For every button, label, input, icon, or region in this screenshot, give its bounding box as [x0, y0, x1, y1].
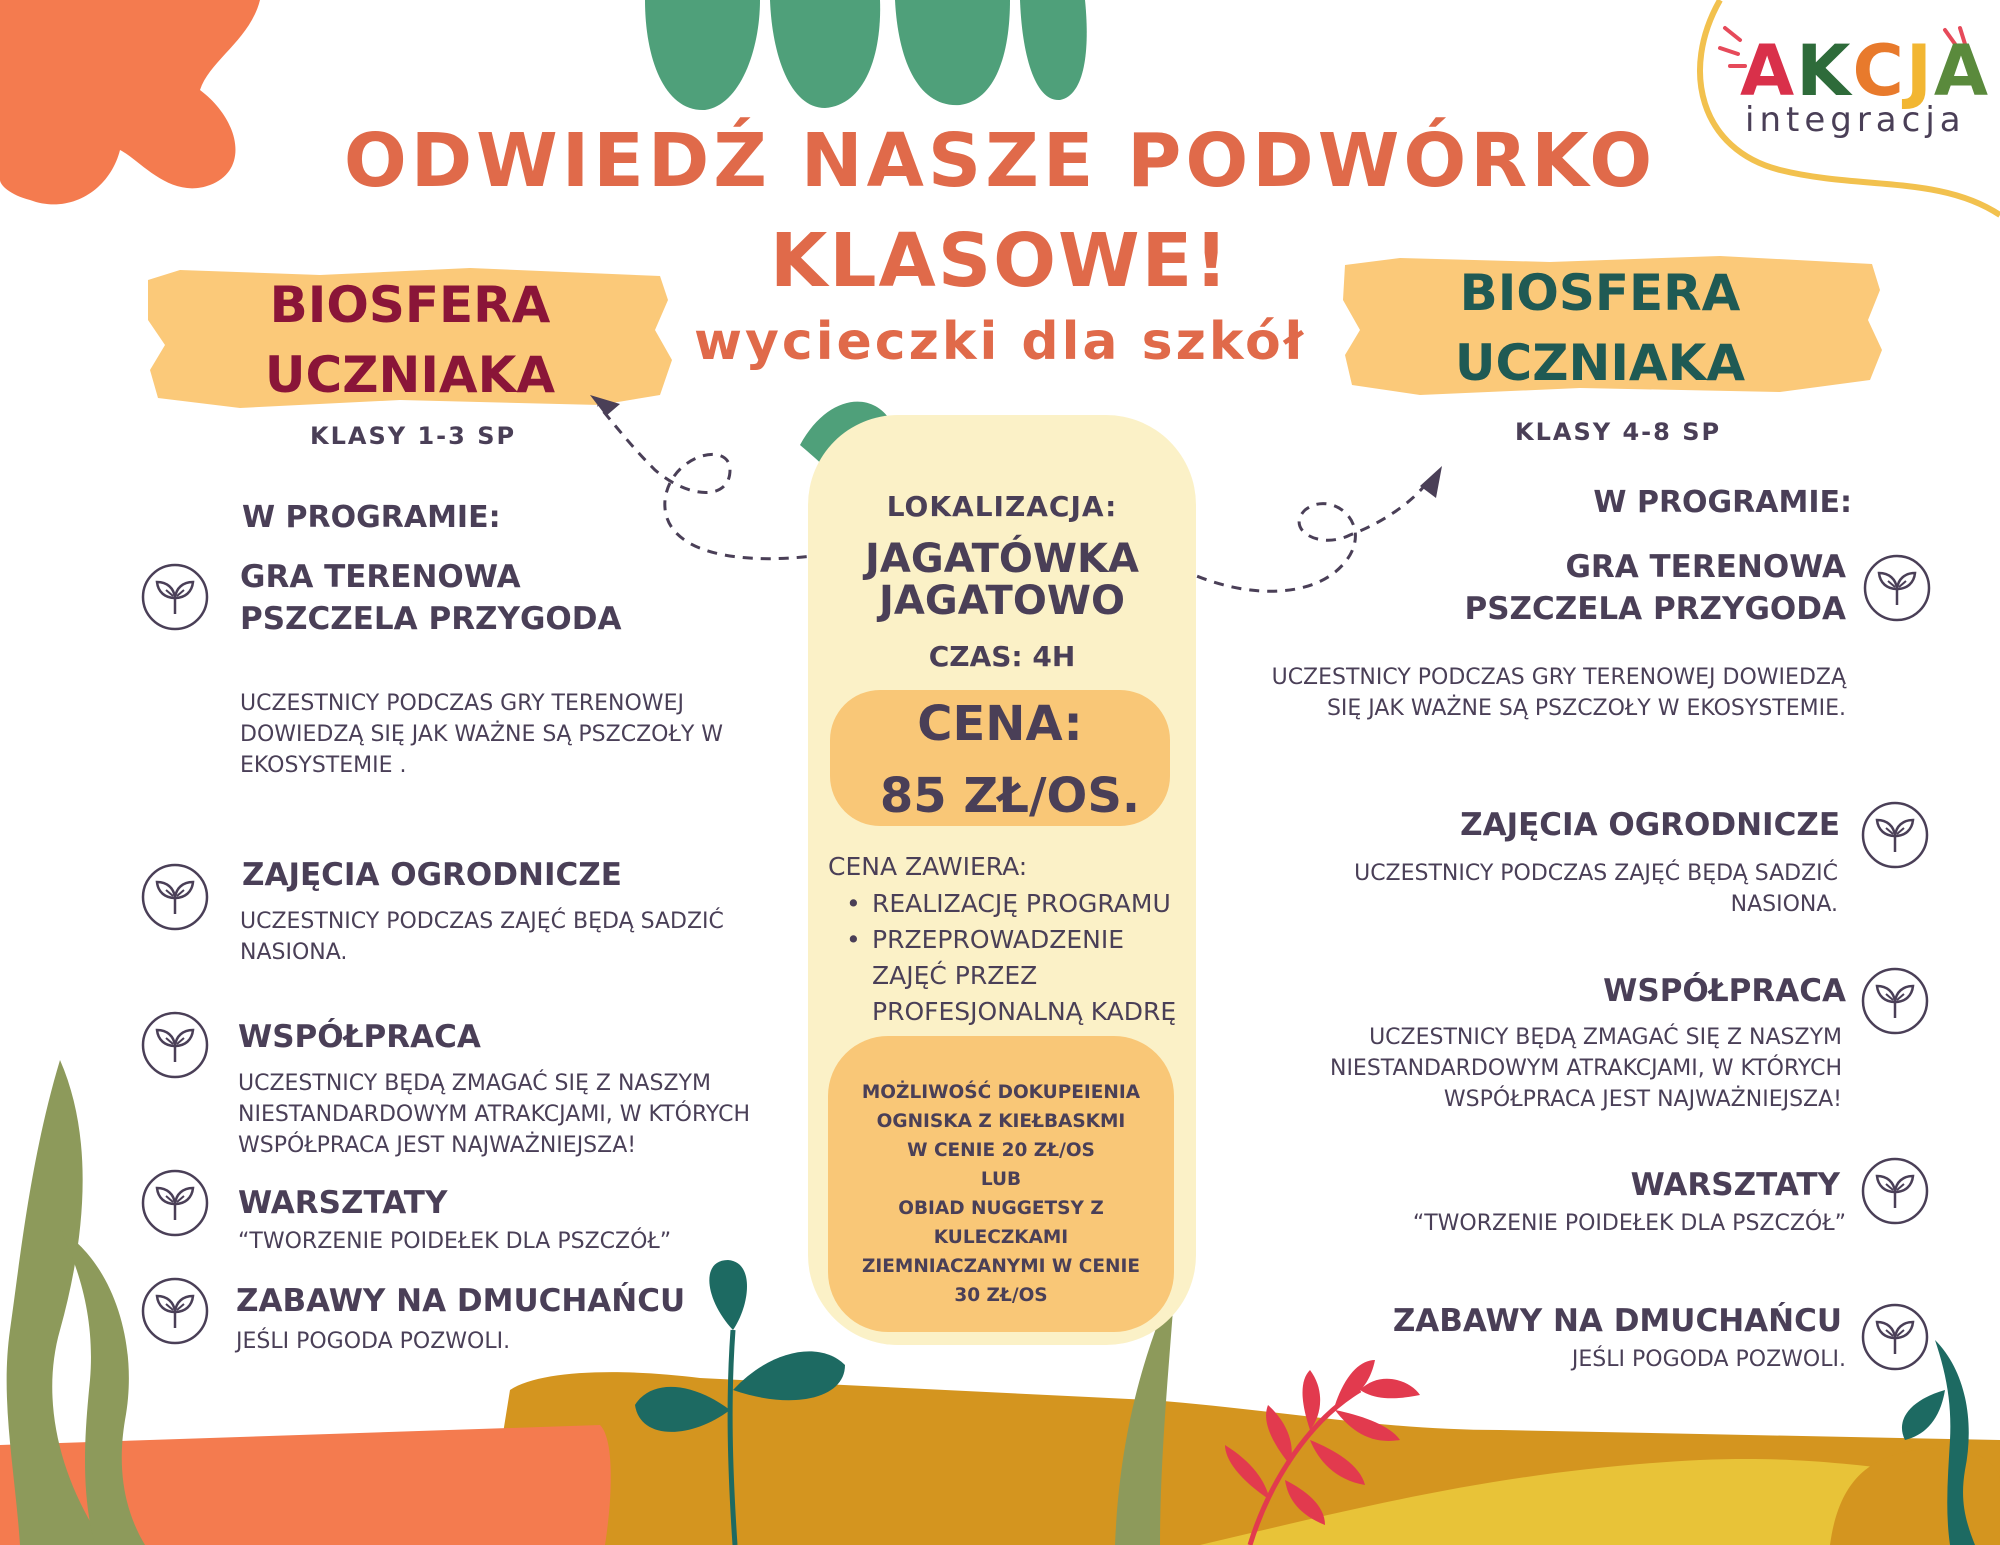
- extras-line: ZIEMNIACZANYMI W CENIE: [861, 1256, 1140, 1277]
- tag-left: [150, 270, 670, 410]
- item-desc-gra-right: [1200, 662, 1846, 724]
- tag-left-line2: UCZNIAKA: [264, 346, 556, 404]
- item-desc-line: EKOSYSTEMIE .: [240, 753, 407, 778]
- sprout-icon: [140, 562, 210, 632]
- location-name: [808, 538, 1196, 622]
- item-desc-wspol-left: [238, 1068, 750, 1161]
- extras-line: OBIAD NUGGETSY Z: [898, 1198, 1104, 1219]
- sprout-icon: [1860, 966, 1930, 1036]
- item-desc-line: NASIONA.: [240, 940, 348, 965]
- sprout-icon: [140, 1168, 210, 1238]
- item-title-line: PSZCZELA PRZYGODA: [1464, 591, 1846, 627]
- location-label: LOKALIZACJA:: [886, 490, 1118, 523]
- item-desc-line: UCZESTNICY BĘDĄ ZMAGAĆ SIĘ Z NASZYM: [238, 1071, 711, 1096]
- item-desc-warsztaty-left: “TWORZENIE POIDEŁEK DLA PSZCZÓŁ”: [238, 1229, 672, 1254]
- item-desc-line: UCZESTNICY PODCZAS ZAJĘĆ BĘDĄ SADZIĆ: [1354, 861, 1838, 886]
- sprout-icon: [140, 862, 210, 932]
- item-desc-line: UCZESTNICY BĘDĄ ZMAGAĆ SIĘ Z NASZYM: [1369, 1025, 1842, 1050]
- page-subtitle: wycieczki dla szkół: [693, 312, 1307, 372]
- sprout-icon: [1862, 553, 1932, 623]
- item-title-dmuch-left: ZABAWY NA DMUCHAŃCU: [236, 1283, 686, 1319]
- item-title-line: GRA TERENOWA: [1565, 549, 1846, 585]
- price-value: 85 ZŁ/OS.: [879, 768, 1141, 824]
- item-desc-line: NIESTANDARDOWYM ATRAKCJAMI, W KTÓRYCH: [238, 1102, 751, 1127]
- location-line: JAGATÓWKA: [865, 536, 1139, 582]
- sprout-icon: [140, 1276, 210, 1346]
- item-desc-warsztaty-right: “TWORZENIE POIDEŁEK DLA PSZCZÓŁ”: [1412, 1211, 1846, 1236]
- item-desc-line: UCZESTNICY PODCZAS GRY TERENOWEJ: [240, 691, 684, 716]
- item-title-ogrod-left: ZAJĘCIA OGRODNICZE: [242, 857, 622, 893]
- program-heading-right: W PROGRAMIE:: [1593, 485, 1852, 520]
- item-desc-ogrod-left: [240, 906, 724, 968]
- page-title-line2: KLASOWE!: [770, 218, 1230, 304]
- item-desc-line: UCZESTNICY PODCZAS GRY TERENOWEJ DOWIEDZĄ: [1271, 665, 1846, 690]
- item-title-warsztaty-right: WARSZTATY: [1630, 1167, 1840, 1203]
- includes-list: [846, 886, 1186, 1030]
- item-desc-line: SIĘ JAK WAŻNE SĄ PSZCZOŁY W EKOSYSTEMIE.: [1326, 696, 1846, 721]
- green-leaf-shape-2: [770, 0, 880, 108]
- item-desc-ogrod-right: [1300, 858, 1838, 920]
- teal-leaf-right-2: [1902, 1390, 1945, 1440]
- tag-right-line2: UCZNIAKA: [1454, 334, 1746, 392]
- item-title-line: PSZCZELA PRZYGODA: [240, 601, 622, 637]
- sprout-icon: [140, 1010, 210, 1080]
- item-desc-line: WSPÓŁPRACA JEST NAJWAŻNIEJSZA!: [1443, 1087, 1842, 1112]
- sprout-icon: [1860, 800, 1930, 870]
- green-leaf-shape-4: [1020, 0, 1087, 100]
- includes-label: CENA ZAWIERA:: [828, 852, 1028, 881]
- item-desc-dmuch-left: JEŚLI POGODA POZWOLI.: [236, 1329, 511, 1354]
- item-title-ogrod-right: ZAJĘCIA OGRODNICZE: [1460, 807, 1840, 843]
- logo-letter: K: [1796, 30, 1853, 112]
- item-desc-line: NASIONA.: [1730, 892, 1838, 917]
- item-desc-dmuch-right: JEŚLI POGODA POZWOLI.: [1571, 1347, 1846, 1372]
- extras-line: KULECZKAMI: [933, 1227, 1069, 1248]
- item-desc-line: NIESTANDARDOWYM ATRAKCJAMI, W KTÓRYCH: [1329, 1056, 1842, 1081]
- sprout-icon: [1860, 1302, 1930, 1372]
- item-title-warsztaty-left: WARSZTATY: [238, 1185, 448, 1221]
- logo-letter: C: [1852, 30, 1906, 112]
- list-item: • PRZEPROWADZENIE ZAJĘĆ PRZEZ PROFESJONALNĄ KADRĘ: [846, 922, 1186, 1030]
- location-line: JAGATOWO: [879, 578, 1125, 624]
- klasy-left: KLASY 1-3 SP: [310, 422, 517, 450]
- tag-left-line1: BIOSFERA: [269, 276, 551, 334]
- extras-line: W CENIE 20 ZŁ/OS: [907, 1140, 1095, 1161]
- item-desc-line: WSPÓŁPRACA JEST NAJWAŻNIEJSZA!: [238, 1133, 637, 1158]
- item-desc-gra-left: [240, 688, 723, 781]
- item-title-wspol-right: WSPÓŁPRACA: [1603, 973, 1846, 1009]
- item-desc-line: DOWIEDZĄ SIĘ JAK WAŻNE SĄ PSZCZOŁY W: [240, 722, 724, 747]
- list-item: • REALIZACJĘ PROGRAMU: [846, 886, 1186, 922]
- item-title-gra-left: [240, 556, 622, 640]
- extras-line: OGNISKA Z KIEŁBASKMI: [876, 1111, 1126, 1132]
- green-leaf-shape-3: [895, 0, 1010, 105]
- klasy-right: KLASY 4-8 SP: [1515, 418, 1722, 446]
- extras-line: 30 ZŁ/OS: [954, 1285, 1048, 1306]
- item-desc-line: UCZESTNICY PODCZAS ZAJĘĆ BĘDĄ SADZIĆ: [240, 909, 724, 934]
- green-leaf-shape-1: [645, 0, 760, 110]
- logo-letter: J: [1905, 30, 1934, 112]
- logo-subtitle: integracja: [1745, 100, 1966, 140]
- teal-leaf-1: [709, 1260, 747, 1330]
- program-heading-left: W PROGRAMIE:: [242, 500, 501, 535]
- arrowhead-right: [1420, 466, 1442, 498]
- page-title-line1: ODWIEDŹ NASZE PODWÓRKO: [343, 118, 1657, 204]
- tag-right: [1340, 258, 1860, 398]
- extras-text: [828, 1078, 1174, 1310]
- tag-right-line1: BIOSFERA: [1459, 264, 1741, 322]
- price-label: CENA:: [917, 696, 1083, 752]
- extras-line: MOŻLIWOŚĆ DOKUPEIENIA: [861, 1082, 1141, 1103]
- item-title-gra-right: [1380, 546, 1846, 630]
- item-title-wspol-left: WSPÓŁPRACA: [238, 1019, 481, 1055]
- logo-letter: A: [1933, 30, 1991, 112]
- duration: CZAS: 4H: [928, 640, 1076, 673]
- extras-line: LUB: [980, 1169, 1022, 1190]
- sprout-icon: [1860, 1156, 1930, 1226]
- item-desc-wspol-right: [1230, 1022, 1842, 1115]
- item-title-dmuch-right: ZABAWY NA DMUCHAŃCU: [1392, 1303, 1842, 1339]
- item-title-line: GRA TERENOWA: [240, 559, 521, 595]
- logo-letter: A: [1740, 30, 1797, 112]
